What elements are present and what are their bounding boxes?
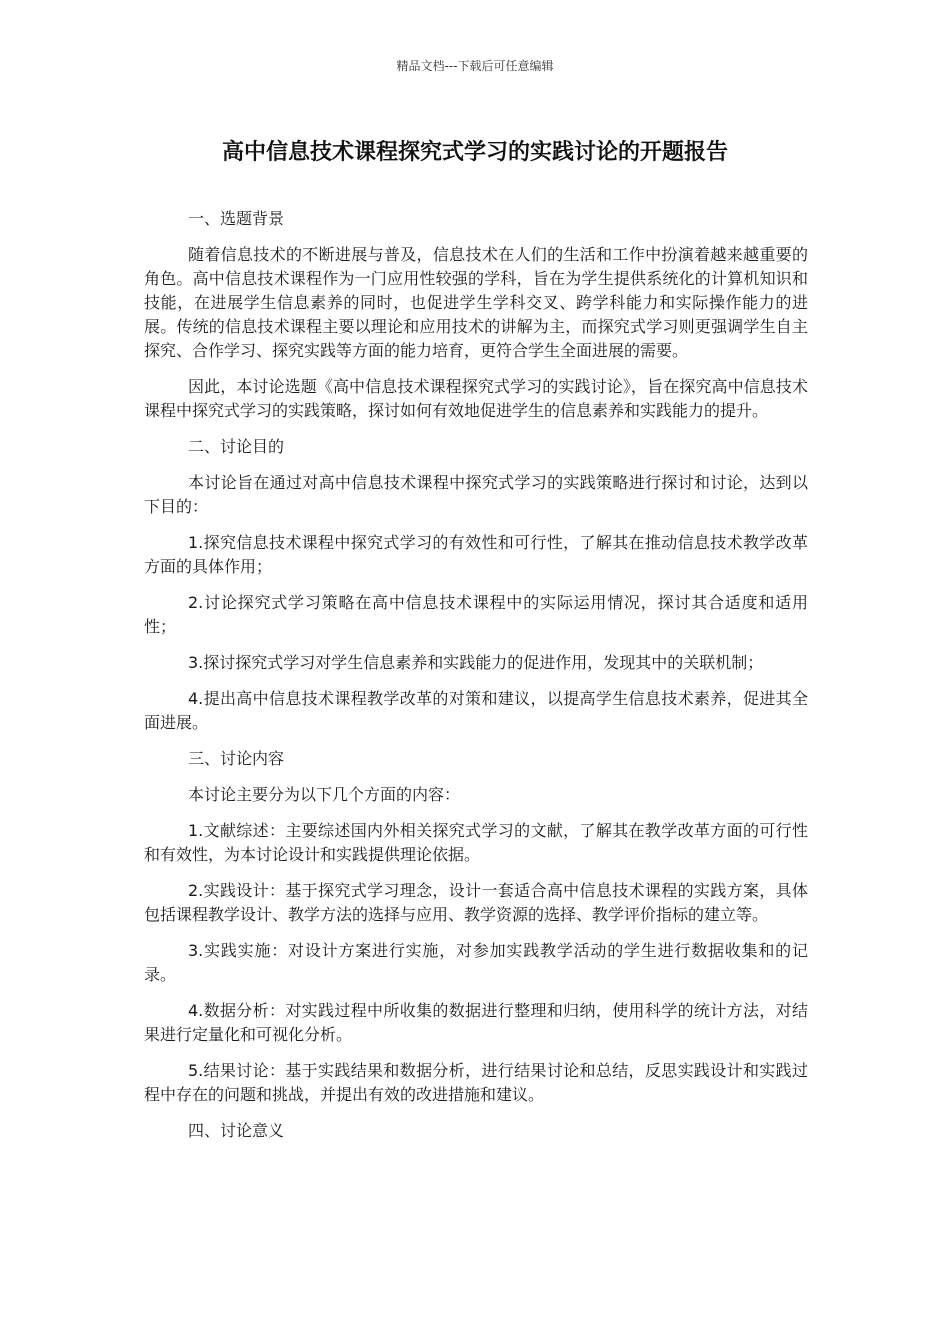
list-item: 3.探讨探究式学习对学生信息素养和实践能力的促进作用，发现其中的关联机制； — [188, 653, 764, 672]
list-item: 5.结果讨论：基于实践结果和数据分析，进行结果讨论和总结，反思实践设计和实践过程中存在的问题和挑战，并提出有效的改进措施和建议。 — [144, 1061, 808, 1104]
list-item: 2.讨论探究式学习策略在高中信息技术课程中的实际运用情况，探讨其合适度和适用性； — [144, 593, 808, 636]
document-title: 高中信息技术课程探究式学习的实践讨论的开题报告 — [221, 140, 728, 165]
list-item: 2.实践设计：基于探究式学习理念，设计一套适合高中信息技术课程的实践方案，具体包括课程教学设计、教学方法的选择与应用、教学资源的选择、教学评价指标的建立等。 — [144, 881, 808, 924]
section-heading-purpose: 二、讨论目的 — [188, 437, 285, 456]
list-item: 1.探究信息技术课程中探究式学习的有效性和可行性，了解其在推动信息技术教学改革方面的具体作用； — [144, 533, 808, 576]
list-item: 4.数据分析：对实践过程中所收集的数据进行整理和归纳，使用科学的统计方法，对结果进行定量化和可视化分析。 — [144, 1001, 808, 1044]
document-body — [144, 207, 808, 1155]
list-item: 4.提出高中信息技术课程教学改革的对策和建议，以提高学生信息技术素养，促进其全面进展。 — [144, 689, 808, 732]
section-heading-content: 三、讨论内容 — [188, 749, 285, 768]
paragraph: 本讨论主要分为以下几个方面的内容： — [188, 785, 461, 804]
paragraph: 本讨论旨在通过对高中信息技术课程中探究式学习的实践策略进行探讨和讨论，达到以下目的： — [144, 473, 808, 516]
paragraph: 因此，本讨论选题《高中信息技术课程探究式学习的实践讨论》，旨在探究高中信息技术课程中探究式学习的实践策略，探讨如何有效地促进学生的信息素养和实践能力的提升。 — [144, 377, 808, 420]
list-item: 1.文献综述：主要综述国内外相关探究式学习的文献，了解其在教学改革方面的可行性和有效性，为本讨论设计和实践提供理论依据。 — [144, 821, 808, 864]
section-heading-significance: 四、讨论意义 — [188, 1121, 285, 1140]
page-header: 精品文档---下载后可任意编辑 — [396, 59, 554, 73]
section-heading-background: 一、选题背景 — [188, 209, 285, 228]
list-item: 3.实践实施：对设计方案进行实施，对参加实践教学活动的学生进行数据收集和的记录。 — [144, 941, 808, 984]
paragraph: 随着信息技术的不断进展与普及，信息技术在人们的生活和工作中扮演着越来越重要的角色。高中信息技术课程作为一门应用性较强的学科，旨在为学生提供系统化的计算机知识和技能，在进展学生信息素养的同时，也促进学生学科交叉、跨学科能力和实际操作能力的进展。传统的信息技术课程主要以理论和应用技术的讲解为主，而探究式学习则更强调学生自主探究、合作学习、探究实践等方面的能力培育，更符合学生全面进展的需要。 — [144, 245, 808, 360]
